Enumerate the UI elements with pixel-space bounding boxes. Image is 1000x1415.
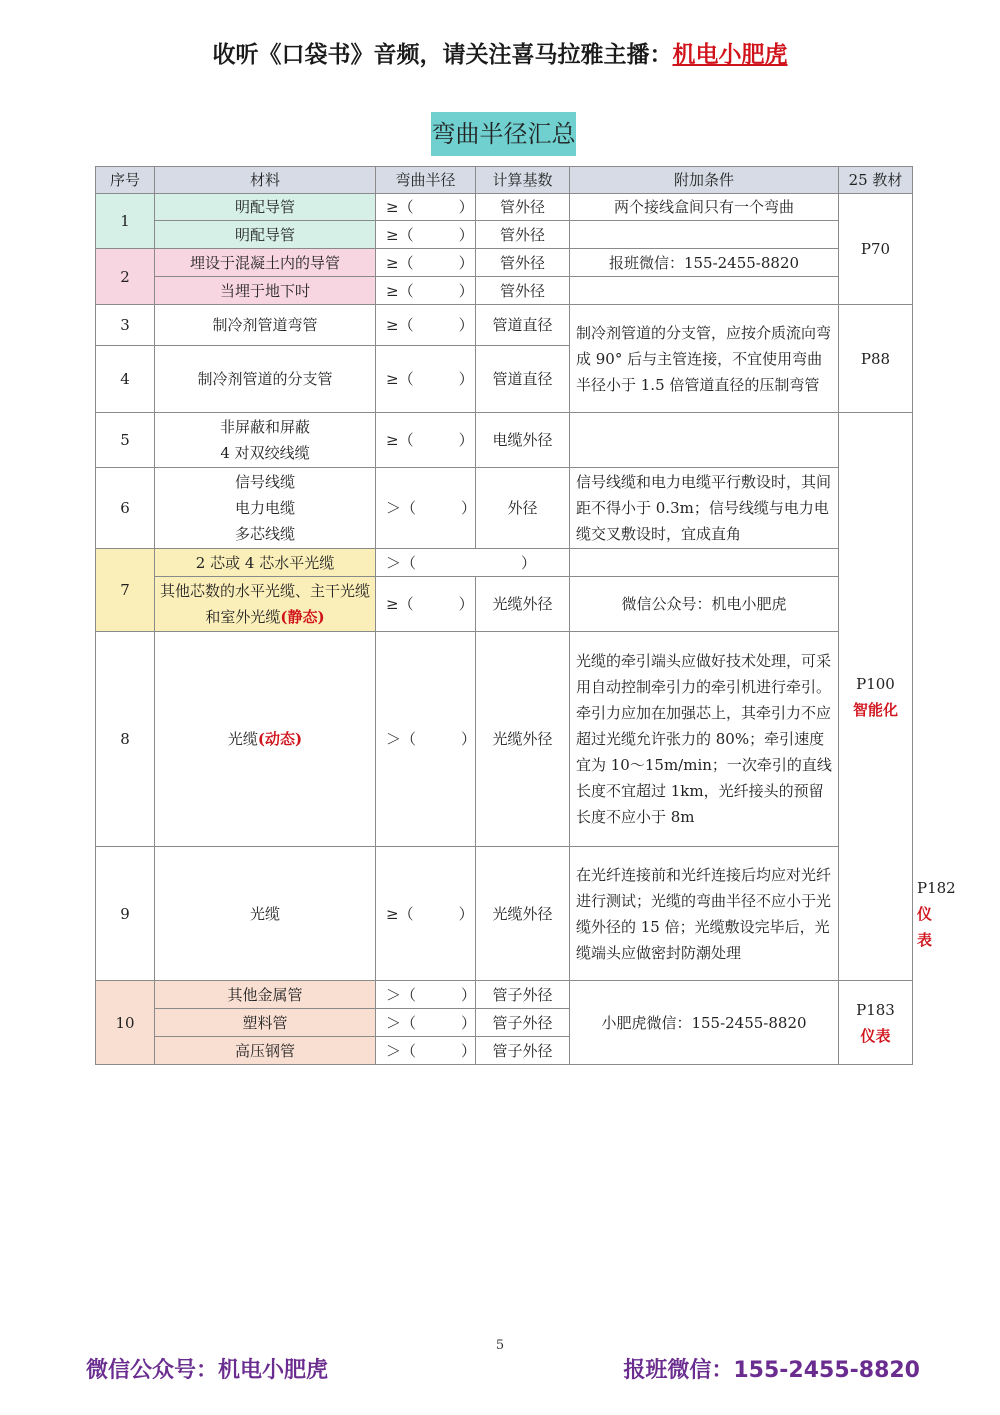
- base-cell: 管道直径: [476, 346, 570, 413]
- bend-radius-cell: ＞（ ）: [376, 1037, 476, 1065]
- condition-cell: 光缆的牵引端头应做好技术处理，可采用自动控制牵引力的牵引机进行牵引。牵引力应加在加强芯上，其牵引力不应超过光缆允许张力的 80%；牵引速度宜为 10～15m/min；一次牵引的直线长度不宜超过 1km，光纤接头的预留长度不应小于 8m: [570, 632, 839, 847]
- header-prefix: 收听《口袋书》音频，请关注喜马拉雅主播：: [212, 42, 673, 68]
- material-cell: 塑料管: [155, 1009, 376, 1037]
- ref-cell: [839, 981, 913, 1065]
- base-cell: 管外径: [476, 249, 570, 277]
- material-cell: 制冷剂管道的分支管: [155, 346, 376, 413]
- table-row: [96, 194, 913, 221]
- bend-radius-cell: ≥（ ）: [376, 413, 476, 468]
- row-no: 9: [96, 847, 155, 981]
- bend-radius-cell: ≥（ ）: [376, 277, 476, 305]
- material-cell: [155, 413, 376, 468]
- material-cell: 制冷剂管道弯管: [155, 305, 376, 346]
- base-cell: 管外径: [476, 194, 570, 221]
- row-no: 1: [96, 194, 155, 249]
- material-cell: 明配导管: [155, 221, 376, 249]
- page-number: 5: [495, 1338, 505, 1353]
- bend-radius-cell: ＞（ ）: [376, 468, 476, 549]
- material-line: 电力电缆: [234, 499, 295, 517]
- ref-tag: 仪表: [860, 1026, 891, 1045]
- col-header-base: 计算基数: [476, 167, 570, 194]
- material-line: 非屏蔽和屏蔽: [219, 418, 310, 436]
- condition-cell: 制冷剂管道的分支管，应按介质流向弯成 90° 后与主管连接，不宜使用弯曲半径小于 1.5 倍管道直径的压制弯管: [570, 305, 839, 413]
- material-cell: [155, 468, 376, 549]
- condition-cell: [570, 549, 839, 577]
- header-host-link[interactable]: 机电小肥虎: [672, 42, 788, 68]
- table-row: [96, 305, 913, 346]
- table-row: [96, 468, 913, 549]
- col-header-no: 序号: [96, 167, 155, 194]
- condition-cell: [570, 277, 839, 305]
- row-no: 8: [96, 632, 155, 847]
- condition-cell: 微信公众号：机电小肥虎: [570, 577, 839, 632]
- bend-radius-cell: ＞（ ）: [376, 981, 476, 1009]
- material-cell: 埋设于混凝土内的导管: [155, 249, 376, 277]
- base-cell: 电缆外径: [476, 413, 570, 468]
- material-cell: [155, 632, 376, 847]
- ref-cell: P70: [839, 194, 913, 305]
- bend-radius-cell: ＞（ ）: [376, 632, 476, 847]
- footer-contact: 报班微信：155-2455-8820: [623, 1358, 920, 1383]
- condition-cell: 信号线缆和电力电缆平行敷设时，其间距不得小于 0.3m；信号线缆与电力电缆交叉敷设时，宜成直角: [570, 468, 839, 549]
- condition-cell: [570, 413, 839, 468]
- bend-radius-cell: ≥（ ）: [376, 346, 476, 413]
- row-no: 2: [96, 249, 155, 305]
- bend-radius-cell: ≥（ ）: [376, 194, 476, 221]
- base-cell: 管子外径: [476, 1037, 570, 1065]
- table-row: [96, 632, 913, 847]
- col-header-ref: 25 教材: [839, 167, 913, 194]
- bend-radius-cell: ≥（ ）: [376, 249, 476, 277]
- condition-cell: [570, 221, 839, 249]
- page-header: [0, 36, 1000, 69]
- table-row: [96, 577, 913, 632]
- bend-radius-cell: ≥（ ）: [376, 847, 476, 981]
- base-cell: 光缆外径: [476, 577, 570, 632]
- base-cell: 管子外径: [476, 981, 570, 1009]
- condition-cell: 两个接线盒间只有一个弯曲: [570, 194, 839, 221]
- table-row: [96, 981, 913, 1009]
- row-no: 6: [96, 468, 155, 549]
- bend-radius-cell: ≥（ ）: [376, 305, 476, 346]
- bend-radius-table: [95, 166, 956, 1065]
- material-line: 信号线缆: [234, 473, 295, 491]
- table-row: [96, 277, 913, 305]
- row-no: 7: [96, 549, 155, 632]
- material-cell: 当埋于地下吋: [155, 277, 376, 305]
- base-cell: 管外径: [476, 221, 570, 249]
- table-row: [96, 549, 913, 577]
- material-cell: 2 芯或 4 芯水平光缆: [155, 549, 376, 577]
- dynamic-tag: (动态): [257, 730, 303, 748]
- ref-cell: P88: [839, 305, 913, 413]
- condition-cell: 报班微信：155-2455-8820: [570, 249, 839, 277]
- ref-tag: 智能化: [852, 700, 898, 719]
- bend-radius-cell: ≥（ ）: [376, 221, 476, 249]
- condition-cell: 小肥虎微信：155-2455-8820: [570, 981, 839, 1065]
- base-cell: 管外径: [476, 277, 570, 305]
- page-title: 弯曲半径汇总: [431, 112, 576, 156]
- table-header-row: [96, 167, 913, 194]
- table-row: [96, 413, 913, 468]
- material-cell: 其他金属管: [155, 981, 376, 1009]
- bend-radius-cell: ＞（ ）: [376, 1009, 476, 1037]
- base-cell: 外径: [476, 468, 570, 549]
- col-header-bend-radius: 弯曲半径: [376, 167, 476, 194]
- ref-page: P100: [856, 674, 895, 693]
- row-no: 3: [96, 305, 155, 346]
- table-row: 9 光缆 ≥（ ） 光缆外径 在光纤连接前和光纤连接后均应对光纤进行测试；光缆的弯曲半径不应小于光缆外径的 15 倍；光缆敷设完毕后，光缆端头应做密封防潮处理 P182 仪表: [96, 847, 913, 981]
- material-cell: 明配导管: [155, 194, 376, 221]
- material-text: 光缆: [227, 730, 258, 748]
- table-row: [96, 249, 913, 277]
- bend-radius-cell: ≥（ ）: [376, 577, 476, 632]
- col-header-material: 材料: [155, 167, 376, 194]
- base-cell: 管道直径: [476, 305, 570, 346]
- footer-wechat-account: 微信公众号：机电小肥虎: [86, 1358, 329, 1383]
- row-no: 5: [96, 413, 155, 468]
- row-no: 4: [96, 346, 155, 413]
- base-cell: 光缆外径: [476, 632, 570, 847]
- condition-cell: 在光纤连接前和光纤连接后均应对光纤进行测试；光缆的弯曲半径不应小于光缆外径的 15 倍；光缆敷设完毕后，光缆端头应做密封防潮处理: [570, 847, 839, 981]
- material-cell: 光缆: [155, 847, 376, 981]
- material-cell: 高压钢管: [155, 1037, 376, 1065]
- base-cell: 光缆外径: [476, 847, 570, 981]
- row-no: 10: [96, 981, 155, 1065]
- ref-page: P183: [856, 1000, 895, 1019]
- material-line: 4 对双绞线缆: [220, 444, 310, 462]
- table-row: [96, 221, 913, 249]
- base-cell: 管子外径: [476, 1009, 570, 1037]
- col-header-condition: 附加条件: [570, 167, 839, 194]
- bend-radius-cell: ＞（ ）: [376, 549, 570, 577]
- ref-cell: [839, 413, 913, 981]
- material-line: 多芯线缆: [234, 525, 295, 543]
- material-text: 其他芯数的水平光缆、主干光缆和室外光缆: [159, 582, 370, 626]
- static-tag: (静态): [280, 608, 325, 626]
- material-cell: [155, 577, 376, 632]
